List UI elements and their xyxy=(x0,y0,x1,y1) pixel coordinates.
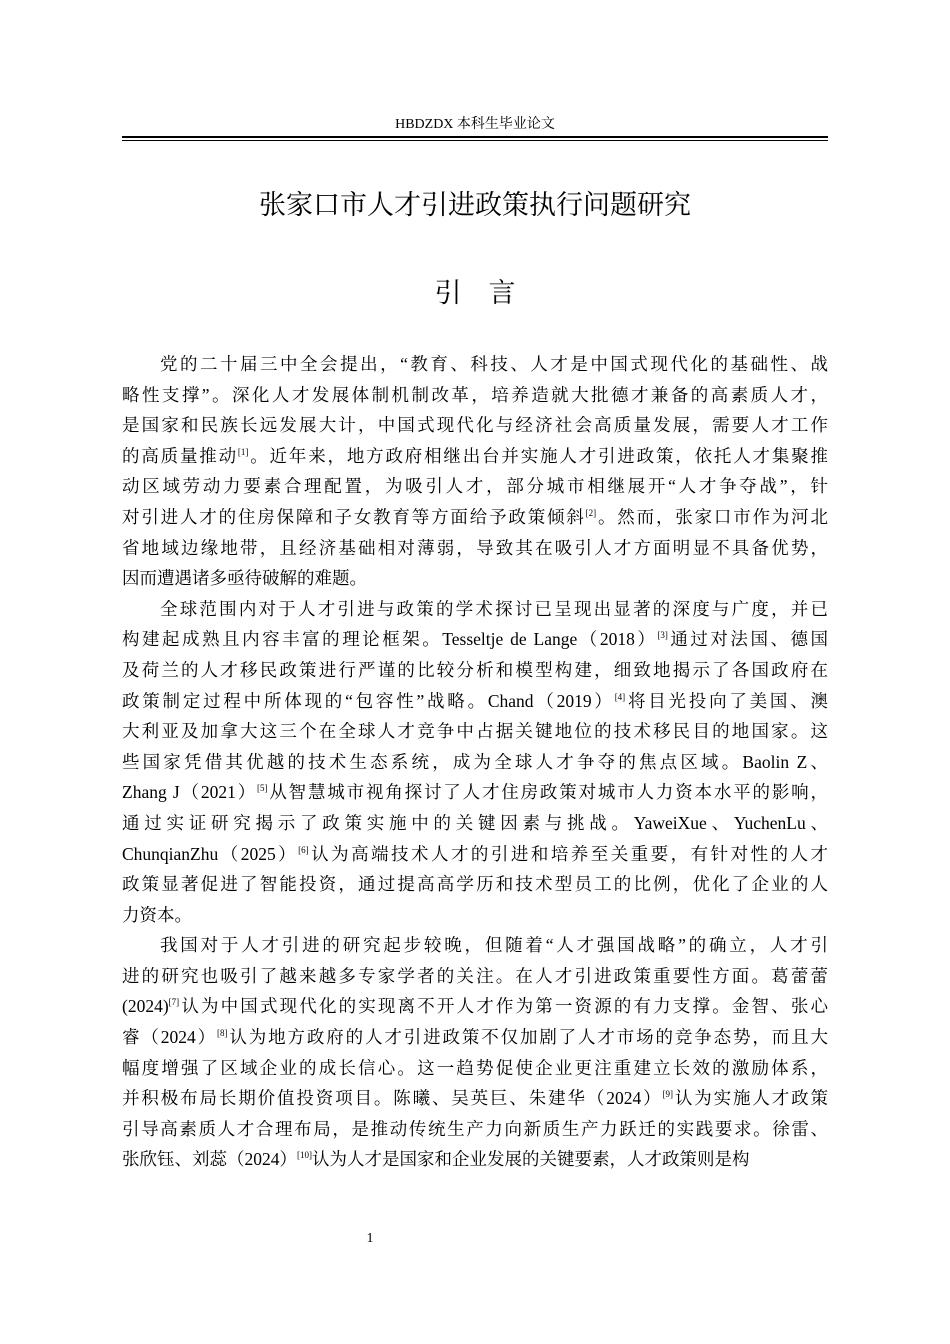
text-run: 省地域边缘地带，且经济基础相对薄弱，导致其在吸引人才方面明显不具备优势， xyxy=(122,537,828,558)
text-line xyxy=(122,808,828,839)
header-rule-thin xyxy=(122,140,828,141)
text-line xyxy=(122,533,828,564)
text-run: 睿（2024） xyxy=(122,1027,217,1048)
citation-marker: [2] xyxy=(585,507,597,518)
text-run: 是国家和民族长远发展大计，中国式现代化与经济社会高质量发展，需要人才工作 xyxy=(122,415,828,436)
text-run: 认为中国式现代化的实现离不开人才作为第一资源的有力支撑。金智、张心 xyxy=(179,996,828,1017)
citation-marker: [10] xyxy=(297,1150,312,1161)
text-run: 因而遭遇诸多亟待破解的难题。 xyxy=(122,568,367,589)
citation-marker: [1] xyxy=(237,446,249,457)
text-line xyxy=(122,1053,828,1084)
text-line xyxy=(122,839,828,870)
running-header: HBDZDX 本科生毕业论文 xyxy=(395,117,555,132)
paragraph xyxy=(122,349,828,594)
citation-marker: [9] xyxy=(662,1089,674,1100)
text-line xyxy=(122,655,828,686)
text-line xyxy=(122,441,828,472)
text-line xyxy=(122,930,828,961)
text-run: 构建起成熟且内容丰富的理论框架。Tesseltje de Lange（2018） xyxy=(122,629,658,650)
text-run: 政策显著促进了智能投资，通过提高高学历和技术型员工的比例，优化了企业的人 xyxy=(122,874,828,895)
text-run: 及荷兰的人才移民政策进行严谨的比较分析和模型构建，细致地揭示了各国政府在 xyxy=(122,659,828,680)
citation-marker: [5] xyxy=(257,783,268,794)
thesis-title: 张家口市人才引进政策执行问题研究 xyxy=(259,190,691,221)
paragraph xyxy=(122,594,828,931)
text-line xyxy=(122,961,828,992)
page-number: 1 xyxy=(366,1231,374,1246)
text-run: 通过实证研究揭示了政策实施中的关键因素与挑战。YaweiXue、YuchenLu、 xyxy=(122,812,828,833)
header-rule-thick xyxy=(122,136,828,138)
text-run: 。近年来，地方政府相继出台并实施人才引进政策，依托人才集聚推 xyxy=(248,445,829,466)
text-run: 幅度增强了区域企业的成长信心。这一趋势促使企业更注重建立长效的激励体系， xyxy=(122,1057,828,1078)
paragraph xyxy=(122,930,828,1175)
text-run: 略性支撑”。深化人才发展体制机制改革，培养造就大批德才兼备的高素质人才， xyxy=(122,384,828,405)
text-run: 认为高端技术人才的引进和培养至关重要，有针对性的人才 xyxy=(308,843,829,864)
text-line xyxy=(122,1083,828,1114)
text-line xyxy=(122,777,828,808)
citation-marker: [8] xyxy=(217,1028,228,1039)
text-run: 认为实施人才政策 xyxy=(673,1088,829,1109)
text-run: 大利亚及加拿大这三个在全球人才竞争中占据关键地位的技术移民目的地国家。这 xyxy=(122,721,828,742)
citation-marker: [3] xyxy=(657,630,668,641)
text-run: 从智慧城市视角探讨了人才住房政策对城市人力资本水平的影响， xyxy=(267,782,828,803)
text-line xyxy=(122,594,828,625)
text-run: 动区域劳动力要素合理配置，为吸引人才，部分城市相继展开“人才争夺战”，针 xyxy=(122,476,828,497)
text-line xyxy=(122,900,828,931)
text-run: 些国家凭借其优越的技术生态系统，成为全球人才争夺的焦点区域。Baolin Z、 xyxy=(122,751,828,772)
text-run: ChunqianZhu（2025） xyxy=(122,843,299,864)
text-run: 党的二十届三中全会提出，“教育、科技、人才是中国式现代化的基础性、战 xyxy=(160,354,828,374)
text-run: 并积极布局长期价值投资项目。陈曦、吴英巨、朱建华（2024） xyxy=(122,1088,663,1109)
text-run: 认为人才是国家和企业发展的关键要素，人才政策则是构 xyxy=(312,1149,750,1170)
citation-marker: [4] xyxy=(614,691,626,702)
text-run: Zhang J（2021） xyxy=(122,782,258,803)
text-run: 对引进人才的住房保障和子女教育等方面给予政策倾斜 xyxy=(122,506,586,527)
citation-marker: [7] xyxy=(168,997,180,1008)
text-run: 政策制定过程中所体现的“包容性”战略。Chand（2019） xyxy=(122,690,615,711)
text-run: 力资本。 xyxy=(122,904,192,925)
text-run: 。然而，张家口市作为河北 xyxy=(596,506,829,527)
section-heading: 引 言 xyxy=(434,278,516,309)
text-run: 我国对于人才引进的研究起步较晚，但随着“人才强国战略”的确立，人才引 xyxy=(160,935,828,956)
body-text xyxy=(122,349,828,1175)
text-line xyxy=(122,349,828,380)
text-line xyxy=(122,380,828,411)
text-run: 张欣钰、刘蕊（2024） xyxy=(122,1149,297,1170)
text-run: 全球范围内对于人才引进与政策的学术探讨已呈现出显著的深度与广度，并已 xyxy=(160,598,828,619)
text-run: 进的研究也吸引了越来越多专家学者的关注。在人才引进政策重要性方面。葛蕾蕾 xyxy=(122,965,828,986)
text-line xyxy=(122,991,828,1022)
text-line xyxy=(122,502,828,533)
text-line xyxy=(122,410,828,441)
text-line xyxy=(122,624,828,655)
text-run: 认为地方政府的人才引进政策不仅加剧了人才市场的竞争态势，而且大 xyxy=(227,1027,829,1048)
text-run: 引导高素质人才合理布局，是推动传统生产力向新质生产力跃迁的实践要求。徐雷、 xyxy=(122,1118,828,1139)
text-line xyxy=(122,1114,828,1145)
text-line xyxy=(122,869,828,900)
text-run: 的高质量推动 xyxy=(122,445,238,466)
text-line xyxy=(122,471,828,502)
text-line xyxy=(122,1144,828,1175)
text-line xyxy=(122,716,828,747)
text-run: 将目光投向了美国、澳 xyxy=(625,690,828,711)
text-line xyxy=(122,747,828,778)
text-line xyxy=(122,1022,828,1053)
text-line xyxy=(122,686,828,717)
text-line xyxy=(122,563,828,594)
citation-marker: [6] xyxy=(298,844,309,855)
text-run: (2024) xyxy=(122,996,169,1017)
text-run: 通过对法国、德国 xyxy=(667,629,829,650)
